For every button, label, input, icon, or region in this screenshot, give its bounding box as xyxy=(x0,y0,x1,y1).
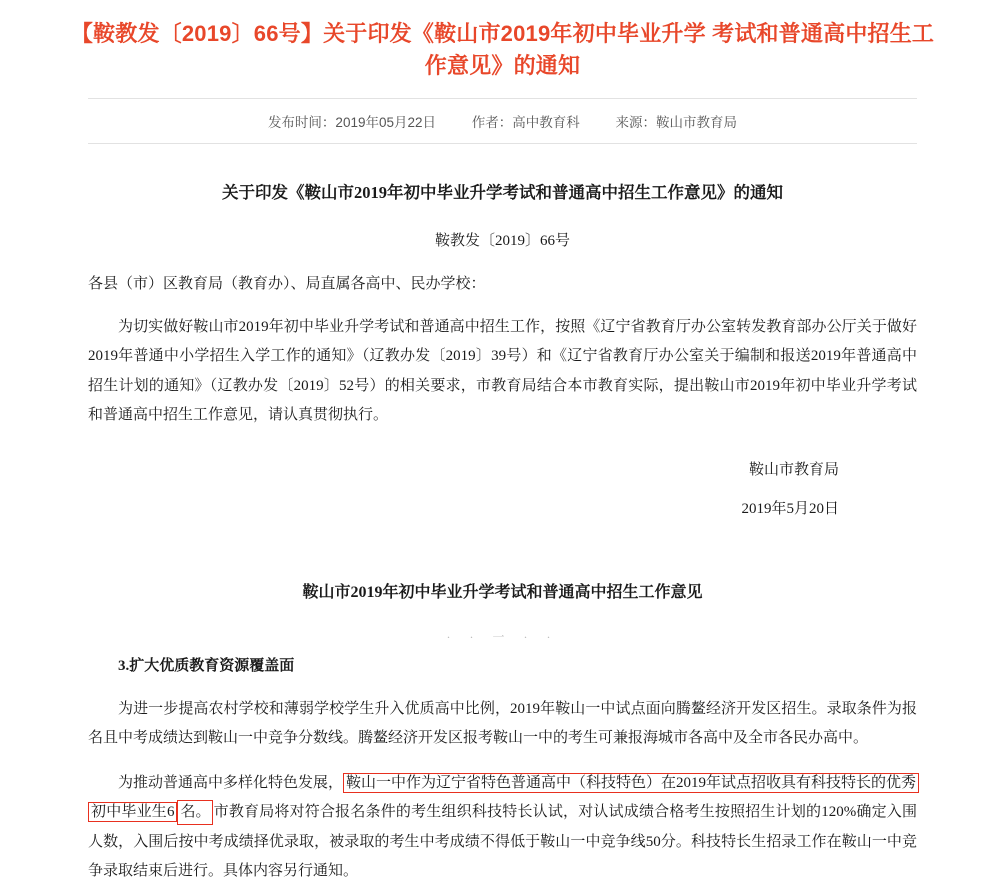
meta-row xyxy=(88,111,917,131)
source: 来源：鞍山市教育局 xyxy=(615,114,738,130)
document-body xyxy=(88,144,917,886)
faint-separator-text: · · 一 · · xyxy=(446,630,559,643)
salutation: 各县（市）区教育局（教育办）、局直属各高中、民办学校： xyxy=(88,275,486,292)
author: 作者：高中教育科 xyxy=(471,114,580,130)
page-title: 【鞍教发〔2019〕66号】关于印发《鞍山市2019年初中毕业升学 考试和普通高中招生工作意见》的通知 xyxy=(70,21,935,78)
signature: 鞍山市教育局 xyxy=(748,462,839,479)
highlight-box-primary: 鞍山一中作为辽宁省特色普通高中（科技特色）在2019年试点招收具有科技特长的优秀初中毕业生6 xyxy=(88,773,919,822)
section-title: 鞍山市2019年初中毕业升学考试和普通高中招生工作意见 xyxy=(302,584,703,602)
notice-title: 关于印发《鞍山市2019年初中毕业升学考试和普通高中招生工作意见》的通知 xyxy=(222,182,783,202)
publish-time: 发布时间：2019年05月22日 xyxy=(267,114,437,130)
document-number: 鞍教发〔2019〕66号 xyxy=(434,233,570,250)
paragraph-1: 为切实做好鞍山市2019年初中毕业升学考试和普通高中招生工作，按照《辽宁省教育厅办公室转发教育部办公厅关于做好2019年普通中小学招生入学工作的通知》（辽教办发〔2019〕39号）和《辽宁省教育厅办公室关于编制和报送2019年普通高中招生计划的通知》（辽教办发〔2019〕52号）的相关要求，市教育局结合本市教育实际，提出鞍山市2019年初中毕业升学考试和普通高中招生工作意见，请认真贯彻执行。 xyxy=(88,319,917,423)
paragraph-3 xyxy=(88,769,917,886)
paragraph-2: 为进一步提高农村学校和薄弱学校学生升入优质高中比例，2019年鞍山一中试点面向腾鳌经济开发区招生。录取条件为报名且中考成绩达到鞍山一中竞争分数线。腾鳌经济开发区报考鞍山一中的考生可兼报海城市各高中及全市各民办高中。 xyxy=(88,700,917,746)
meta-bar xyxy=(88,98,917,144)
paragraph-3-rest: 市教育局将对符合报名条件的考生组织科技特长认试，对认试成绩合格考生按照招生计划的120%确定入围人数，入围后按中考成绩择优录取，被录取的考生中考成绩不得低于鞍山一中竞争线50分。科技特长生招录工作在鞍山一中竞争录取结束后进行。具体内容另行通知。 xyxy=(88,804,917,879)
highlight-box-secondary: 名。 xyxy=(177,800,213,825)
paragraph-3-lead: 为推动普通高中多样化特色发展， xyxy=(118,775,344,792)
signature-date: 2019年5月20日 xyxy=(741,500,839,517)
subsection-title: 3.扩大优质教育资源覆盖面 xyxy=(118,658,295,675)
